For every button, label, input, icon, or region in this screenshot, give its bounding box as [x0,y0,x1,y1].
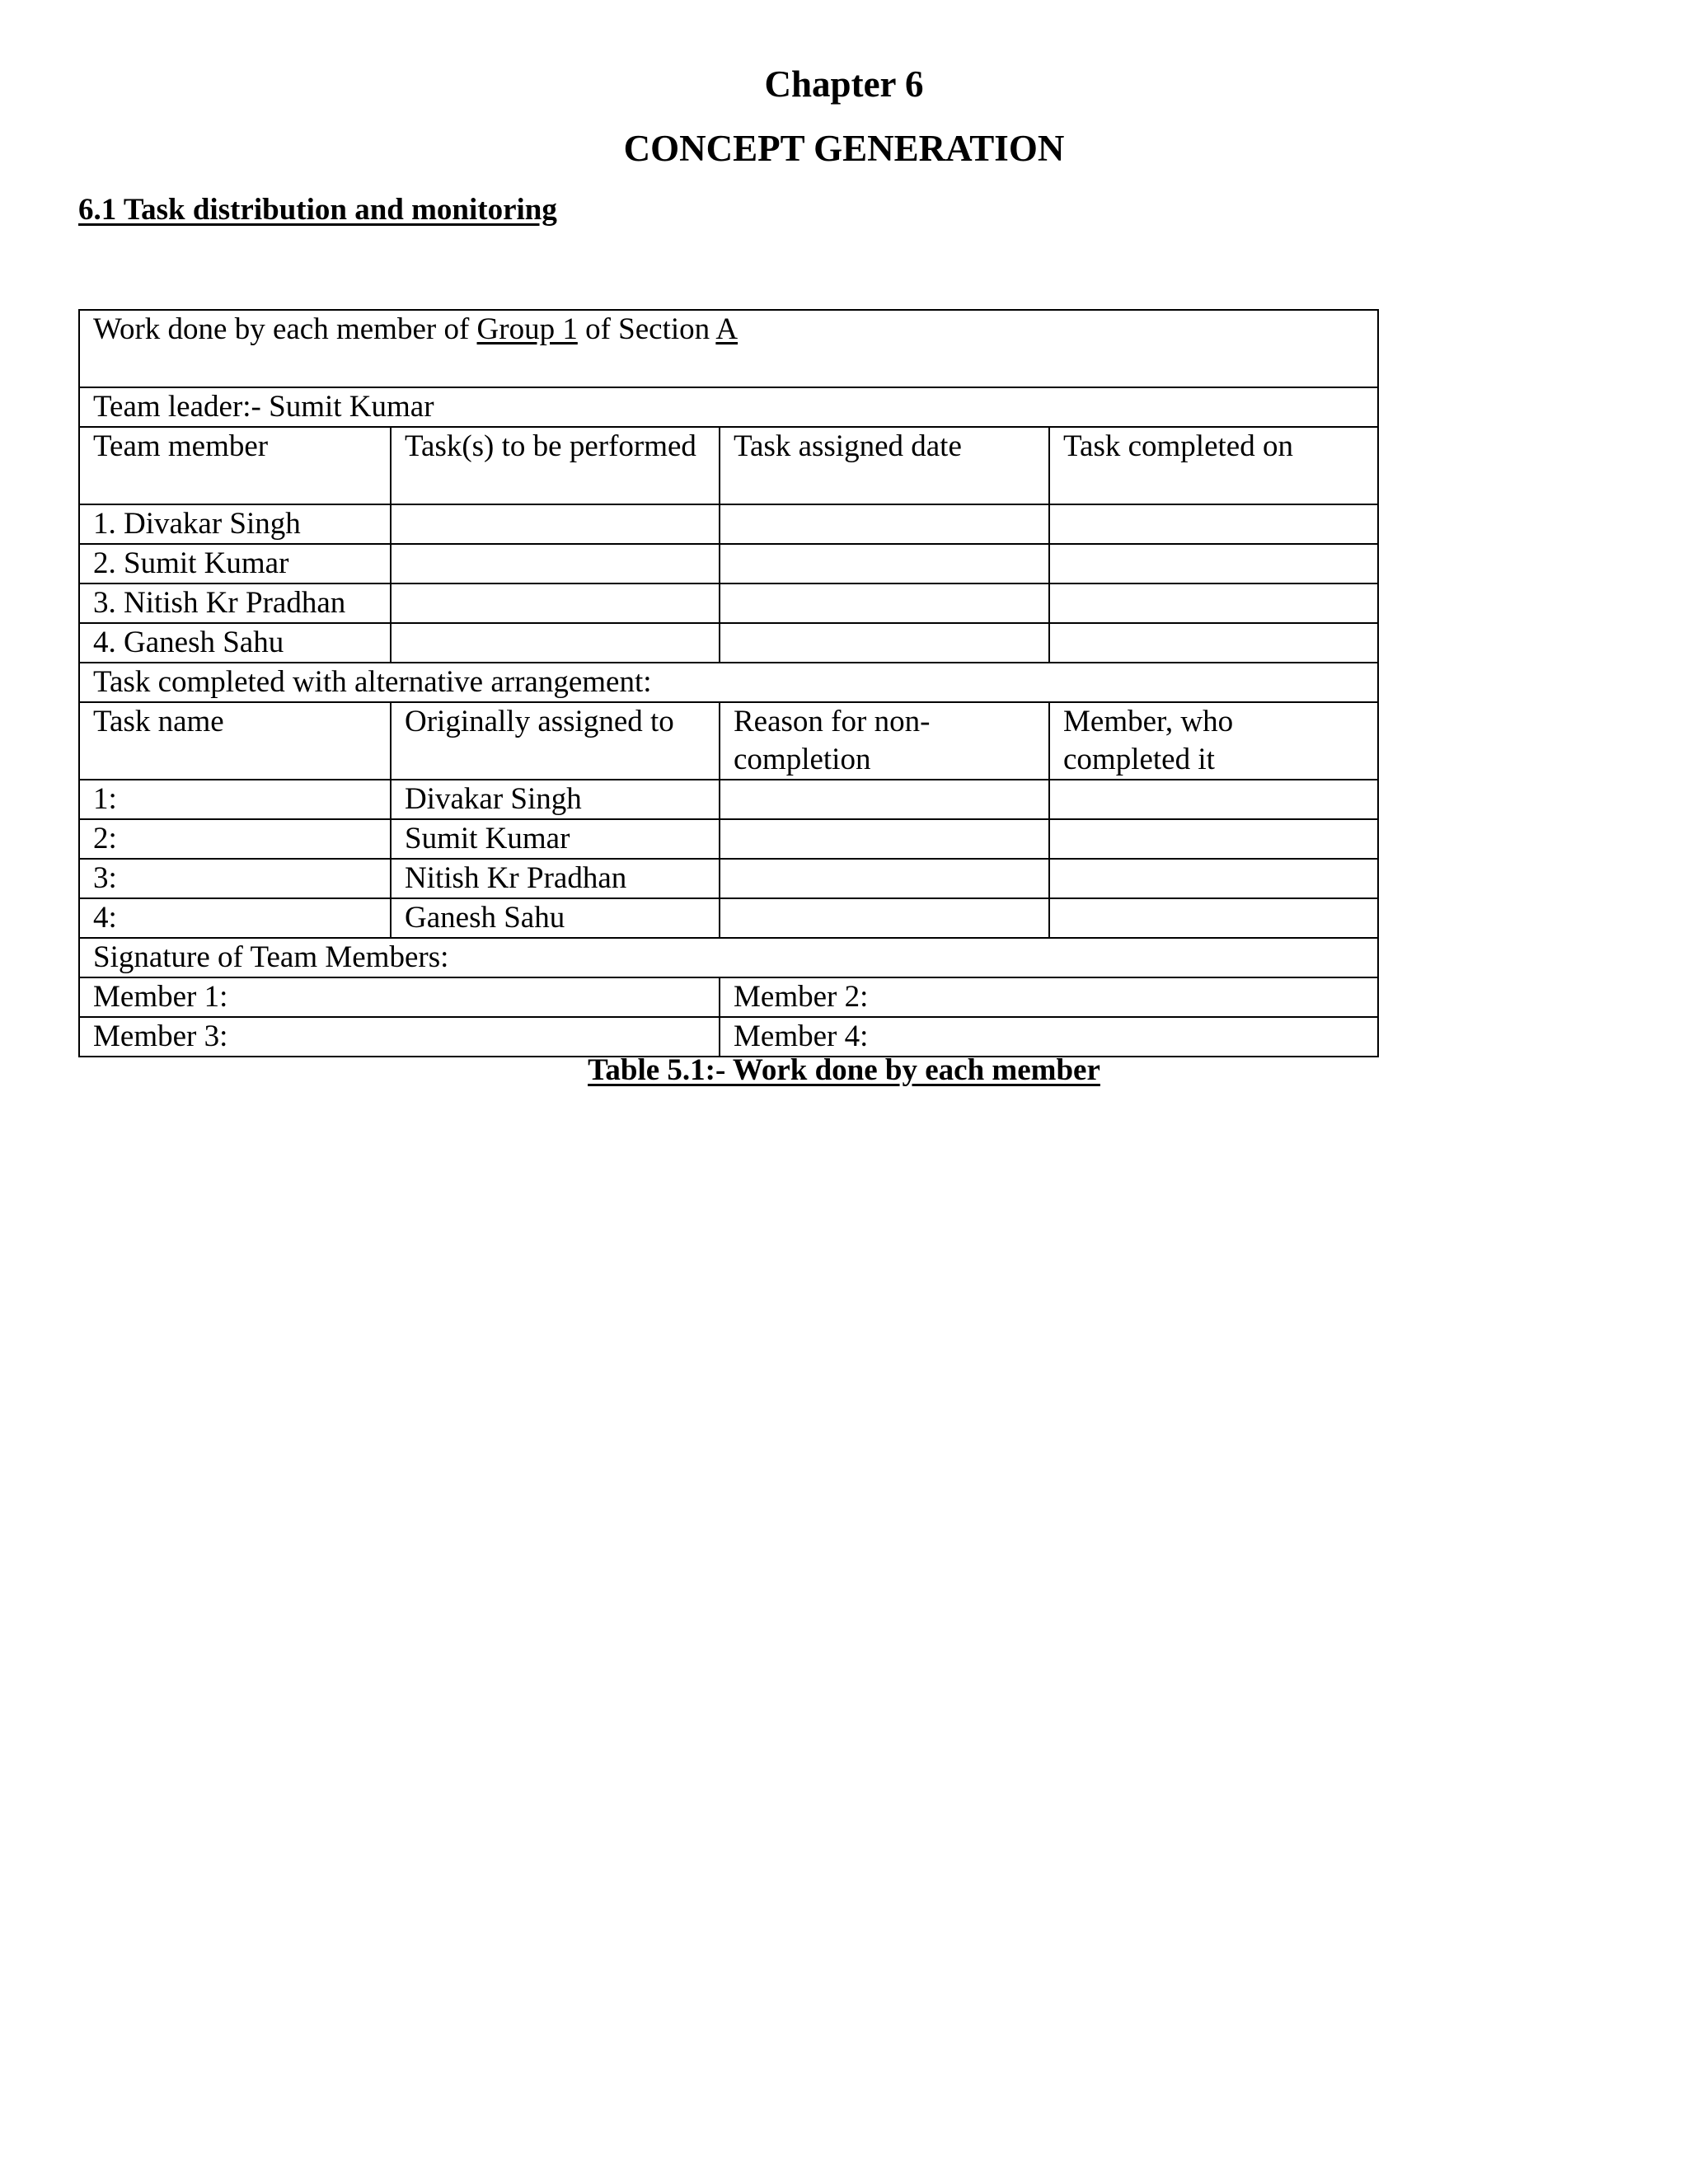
task-cell [391,583,720,623]
originally-assigned-cell: Divakar Singh [391,780,720,819]
team-leader-cell: Team leader:- Sumit Kumar [79,387,1378,427]
section-value: A [715,312,738,346]
signature-label: Signature of Team Members: [79,938,1378,977]
table-title-prefix: Work done by each member of [93,312,477,346]
table-row [79,504,1378,544]
signature-label-row [79,938,1378,977]
table-row [79,898,1378,938]
task-cell [391,504,720,544]
signature-cell-member-3: Member 3: [79,1017,720,1057]
member-name-cell: 3. Nitish Kr Pradhan [79,583,391,623]
completed-on-cell [1049,623,1378,663]
member-name-cell: 2. Sumit Kumar [79,544,391,583]
task-cell [391,544,720,583]
column-header: Task(s) to be performed [391,427,720,504]
column-header: Task assigned date [720,427,1049,504]
table-row [79,583,1378,623]
alternative-arrangement-label: Task completed with alternative arrangement: [79,663,1378,702]
chapter-label: Chapter 6 [764,63,924,105]
column-header: Team member [79,427,391,504]
table-row [79,623,1378,663]
signature-cell-member-1: Member 1: [79,977,720,1017]
signature-cell-member-2: Member 2: [720,977,1378,1017]
completed-by-cell [1049,859,1378,898]
originally-assigned-cell: Ganesh Sahu [391,898,720,938]
member-name-cell: 1. Divakar Singh [79,504,391,544]
team-leader-row [79,387,1378,427]
reason-cell [720,898,1049,938]
completed-by-cell [1049,898,1378,938]
group-value: Group 1 [476,312,578,346]
completed-by-cell [1049,780,1378,819]
column-header: Member, who completed it [1049,702,1378,780]
originally-assigned-cell: Nitish Kr Pradhan [391,859,720,898]
task-cell [391,623,720,663]
table-title-row [79,310,1378,387]
assigned-date-cell [720,583,1049,623]
table-row [79,544,1378,583]
task-name-cell: 1: [79,780,391,819]
reason-cell [720,780,1049,819]
table-row [79,819,1378,859]
table-caption [0,1050,1688,1091]
table-caption-text: Table 5.1:- Work done by each member [588,1053,1100,1087]
assigned-date-cell [720,504,1049,544]
signature-row [79,977,1378,1017]
column-header: Reason for non-completion [720,702,1049,780]
section-heading: 6.1 Task distribution and monitoring [78,193,557,227]
table-title-middle: of Section [577,312,716,346]
assigned-date-cell [720,544,1049,583]
column-header: Task name [79,702,391,780]
task-name-cell: 4: [79,898,391,938]
completed-on-cell [1049,544,1378,583]
completed-by-cell [1049,819,1378,859]
signature-cell-member-4: Member 4: [720,1017,1378,1057]
column-header: Task completed on [1049,427,1378,504]
originally-assigned-cell: Sumit Kumar [391,819,720,859]
completed-on-cell [1049,504,1378,544]
table-row [79,780,1378,819]
alternative-arrangement-row [79,663,1378,702]
task-name-cell: 3: [79,859,391,898]
member-name-cell: 4. Ganesh Sahu [79,623,391,663]
members-header-row [79,427,1378,504]
assigned-date-cell [720,623,1049,663]
page-title: CONCEPT GENERATION [623,128,1065,169]
task-name-cell: 2: [79,819,391,859]
alternative-header-row [79,702,1378,780]
table-title-cell [79,310,1378,387]
table-row [79,859,1378,898]
work-distribution-table [78,309,1379,1057]
reason-cell [720,819,1049,859]
column-header: Originally assigned to [391,702,720,780]
reason-cell [720,859,1049,898]
completed-on-cell [1049,583,1378,623]
